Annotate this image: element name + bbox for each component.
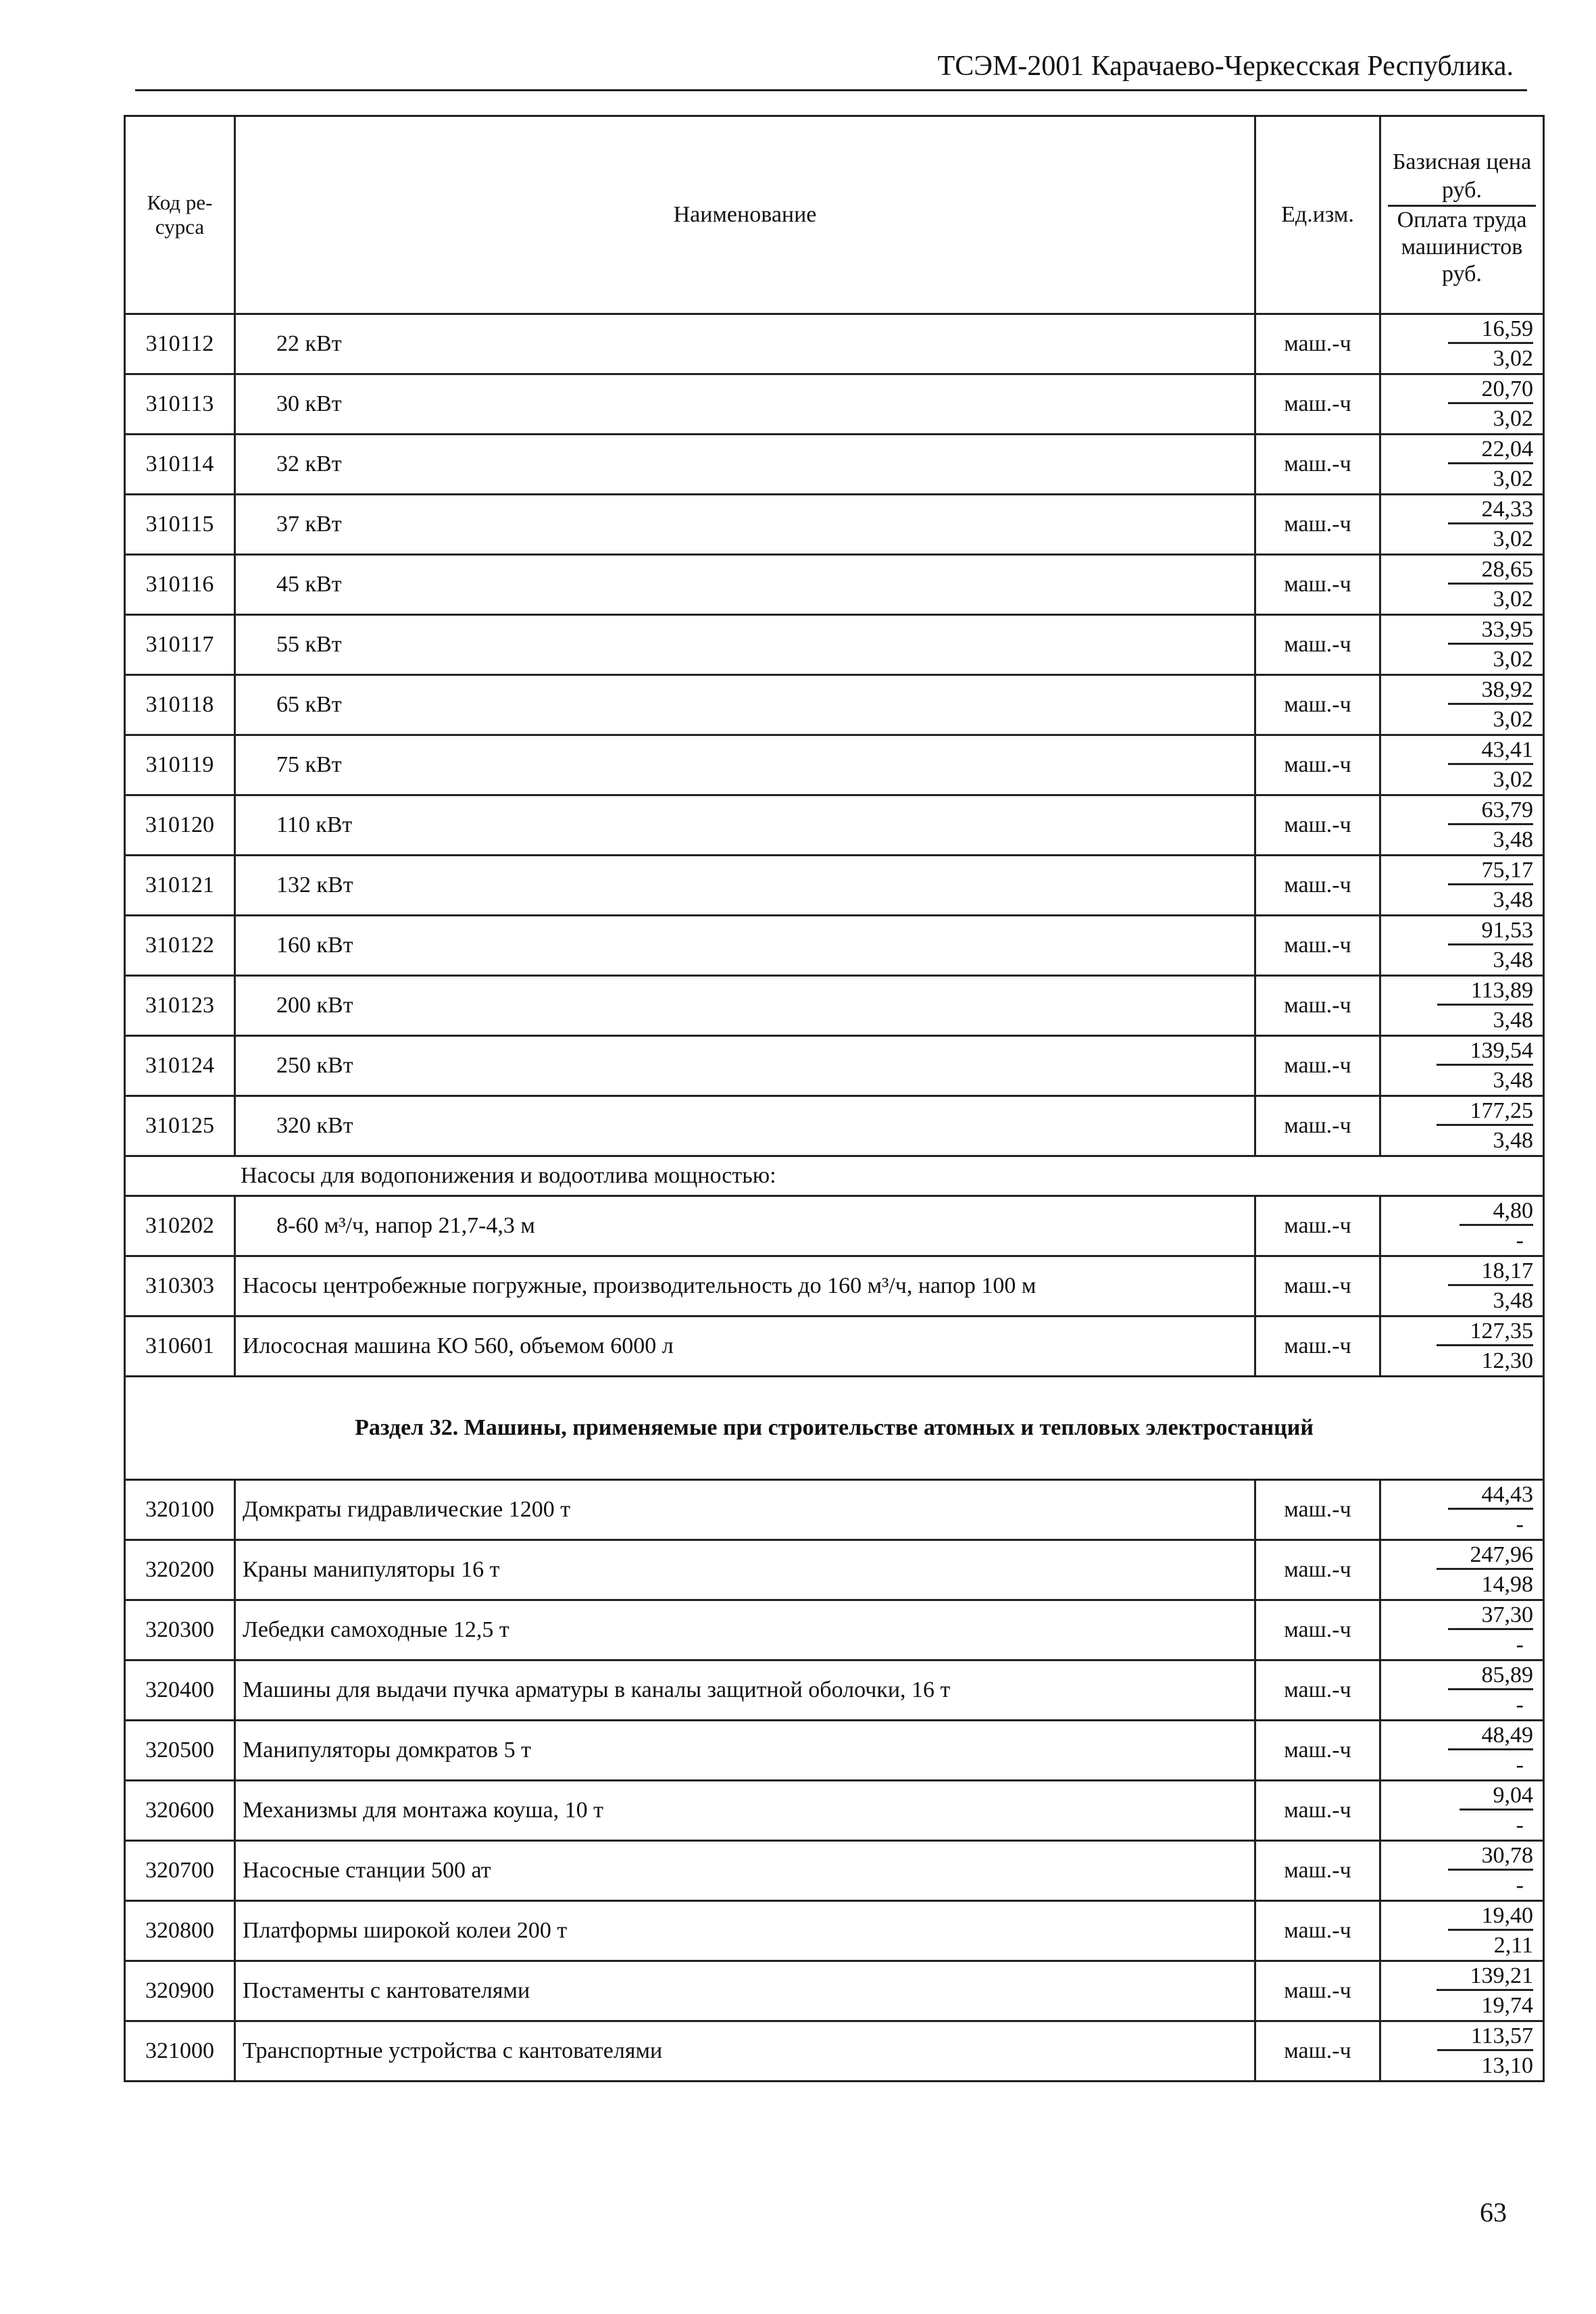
resource-code: 320700 xyxy=(125,1841,235,1901)
section-row xyxy=(125,1377,1544,1480)
unit: маш.-ч xyxy=(1255,1841,1380,1901)
labor-cost: - xyxy=(1516,1873,1524,1898)
resource-code: 310122 xyxy=(125,916,235,976)
base-price: 28,65 xyxy=(1448,557,1534,585)
unit: маш.-ч xyxy=(1255,555,1380,615)
table-row xyxy=(125,1540,1544,1600)
table-row xyxy=(125,1480,1544,1540)
price-cell xyxy=(1380,916,1544,976)
resource-code: 310123 xyxy=(125,976,235,1036)
labor-cost: - xyxy=(1516,1692,1524,1717)
resource-name: 8-60 м³/ч, напор 21,7-4,3 м xyxy=(235,1196,1255,1256)
resource-name: 55 кВт xyxy=(235,615,1255,675)
price-cell xyxy=(1380,435,1544,495)
section-title: Раздел 32. Машины, применяемые при строительстве атомных и тепловых электростанций xyxy=(125,1377,1544,1480)
resource-code: 320200 xyxy=(125,1540,235,1600)
column-header-price-bottom: Оплата труда машинистов руб. xyxy=(1388,205,1536,288)
table-row xyxy=(125,795,1544,856)
table-row xyxy=(125,1961,1544,2021)
labor-cost: 3,02 xyxy=(1493,346,1533,371)
price-cell xyxy=(1380,314,1544,374)
resource-name: Краны манипуляторы 16 т xyxy=(235,1540,1255,1600)
unit: маш.-ч xyxy=(1255,856,1380,916)
table-row xyxy=(125,615,1544,675)
table-row xyxy=(125,1721,1544,1781)
unit: маш.-ч xyxy=(1255,1721,1380,1781)
base-price: 113,57 xyxy=(1437,2023,1533,2051)
resource-name: Лебедки самоходные 12,5 т xyxy=(235,1600,1255,1660)
resource-code: 310601 xyxy=(125,1316,235,1377)
base-price: 63,79 xyxy=(1448,797,1534,825)
resource-code: 310120 xyxy=(125,795,235,856)
resource-name: 65 кВт xyxy=(235,675,1255,735)
labor-cost: 13,10 xyxy=(1481,2053,1533,2078)
resource-code: 310115 xyxy=(125,495,235,555)
price-cell xyxy=(1380,2021,1544,2082)
table-row xyxy=(125,1036,1544,1096)
labor-cost: 3,48 xyxy=(1493,1068,1533,1093)
price-cell xyxy=(1380,1256,1544,1316)
labor-cost: 3,48 xyxy=(1493,1128,1533,1153)
resource-name: 160 кВт xyxy=(235,916,1255,976)
unit: маш.-ч xyxy=(1255,314,1380,374)
column-header-unit: Ед.изм. xyxy=(1255,116,1380,314)
labor-cost: 19,74 xyxy=(1481,1993,1533,2018)
table-row xyxy=(125,856,1544,916)
price-cell xyxy=(1380,976,1544,1036)
resource-code: 320800 xyxy=(125,1901,235,1961)
labor-cost: - xyxy=(1516,1228,1524,1253)
resource-name: Платформы широкой колеи 200 т xyxy=(235,1901,1255,1961)
resource-code: 310202 xyxy=(125,1196,235,1256)
labor-cost: 3,02 xyxy=(1493,587,1533,612)
table-row xyxy=(125,374,1544,435)
resource-code: 310125 xyxy=(125,1096,235,1156)
base-price: 43,41 xyxy=(1448,737,1534,765)
unit: маш.-ч xyxy=(1255,1660,1380,1721)
resource-code: 310121 xyxy=(125,856,235,916)
labor-cost: - xyxy=(1516,1813,1524,1838)
resource-code: 320400 xyxy=(125,1660,235,1721)
labor-cost: 3,48 xyxy=(1493,1288,1533,1313)
table-row xyxy=(125,1901,1544,1961)
unit: маш.-ч xyxy=(1255,1036,1380,1096)
price-cell xyxy=(1380,555,1544,615)
base-price: 113,89 xyxy=(1437,978,1533,1006)
resource-code: 320500 xyxy=(125,1721,235,1781)
unit: маш.-ч xyxy=(1255,374,1380,435)
base-price: 139,21 xyxy=(1437,1963,1534,1991)
unit: маш.-ч xyxy=(1255,1540,1380,1600)
resource-name: 37 кВт xyxy=(235,495,1255,555)
price-table xyxy=(124,115,1545,2082)
price-cell xyxy=(1380,1540,1544,1600)
resource-name: Постаменты с кантователями xyxy=(235,1961,1255,2021)
labor-cost: 12,30 xyxy=(1481,1348,1533,1373)
labor-cost: 2,11 xyxy=(1493,1933,1533,1958)
base-price: 85,89 xyxy=(1448,1663,1534,1690)
table-row xyxy=(125,675,1544,735)
resource-name: Транспортные устройства с кантователями xyxy=(235,2021,1255,2082)
price-cell xyxy=(1380,675,1544,735)
base-price: 16,59 xyxy=(1448,316,1534,344)
unit: маш.-ч xyxy=(1255,1256,1380,1316)
base-price: 9,04 xyxy=(1460,1783,1534,1811)
page-number: 63 xyxy=(1480,2197,1507,2227)
resource-name: Насосы центробежные погружные, производительность до 160 м³/ч, напор 100 м xyxy=(235,1256,1255,1316)
unit: маш.-ч xyxy=(1255,675,1380,735)
base-price: 22,04 xyxy=(1448,437,1534,464)
unit: маш.-ч xyxy=(1255,495,1380,555)
resource-code: 310117 xyxy=(125,615,235,675)
resource-name: 30 кВт xyxy=(235,374,1255,435)
unit: маш.-ч xyxy=(1255,976,1380,1036)
table-row xyxy=(125,435,1544,495)
price-cell xyxy=(1380,1660,1544,1721)
unit: маш.-ч xyxy=(1255,916,1380,976)
table-row xyxy=(125,1316,1544,1377)
labor-cost: 3,48 xyxy=(1493,827,1533,852)
resource-code: 310116 xyxy=(125,555,235,615)
price-cell xyxy=(1380,1781,1544,1841)
price-cell xyxy=(1380,1196,1544,1256)
labor-cost: 3,48 xyxy=(1493,887,1533,912)
resource-name: Домкраты гидравлические 1200 т xyxy=(235,1480,1255,1540)
resource-name: 32 кВт xyxy=(235,435,1255,495)
price-cell xyxy=(1380,856,1544,916)
resource-name: 200 кВт xyxy=(235,976,1255,1036)
labor-cost: 3,02 xyxy=(1493,406,1533,431)
table-row xyxy=(125,735,1544,795)
resource-name: Манипуляторы домкратов 5 т xyxy=(235,1721,1255,1781)
base-price: 177,25 xyxy=(1437,1098,1534,1126)
resource-code: 310119 xyxy=(125,735,235,795)
table-row xyxy=(125,314,1544,374)
table-header-row xyxy=(125,116,1544,314)
resource-name: 75 кВт xyxy=(235,735,1255,795)
resource-name: Механизмы для монтажа коуша, 10 т xyxy=(235,1781,1255,1841)
price-cell xyxy=(1380,1721,1544,1781)
table-row xyxy=(125,2021,1544,2082)
unit: маш.-ч xyxy=(1255,615,1380,675)
table-row xyxy=(125,916,1544,976)
price-cell xyxy=(1380,735,1544,795)
labor-cost: - xyxy=(1516,1752,1524,1777)
resource-code: 310118 xyxy=(125,675,235,735)
resource-name: 45 кВт xyxy=(235,555,1255,615)
unit: маш.-ч xyxy=(1255,1480,1380,1540)
labor-cost: 3,02 xyxy=(1493,647,1533,672)
unit: маш.-ч xyxy=(1255,1781,1380,1841)
resource-code: 320600 xyxy=(125,1781,235,1841)
labor-cost: 3,02 xyxy=(1493,707,1533,732)
price-cell xyxy=(1380,615,1544,675)
base-price: 4,80 xyxy=(1460,1198,1534,1226)
base-price: 75,17 xyxy=(1448,858,1534,885)
base-price: 91,53 xyxy=(1448,918,1534,945)
resource-code: 310112 xyxy=(125,314,235,374)
page-header-title: ТСЭМ-2001 Карачаево-Черкесская Республика. xyxy=(937,51,1514,82)
price-cell xyxy=(1380,1841,1544,1901)
base-price: 139,54 xyxy=(1437,1038,1534,1066)
base-price: 20,70 xyxy=(1448,376,1534,404)
resource-name: 22 кВт xyxy=(235,314,1255,374)
price-cell xyxy=(1380,495,1544,555)
column-header-code: Код ре-сурса xyxy=(125,116,235,314)
resource-name: 250 кВт xyxy=(235,1036,1255,1096)
price-cell xyxy=(1380,1036,1544,1096)
base-price: 18,17 xyxy=(1448,1258,1534,1286)
resource-code: 320900 xyxy=(125,1961,235,2021)
resource-code: 310124 xyxy=(125,1036,235,1096)
table-row xyxy=(125,1600,1544,1660)
unit: маш.-ч xyxy=(1255,1196,1380,1256)
resource-name: 132 кВт xyxy=(235,856,1255,916)
resource-code: 321000 xyxy=(125,2021,235,2082)
price-cell xyxy=(1380,1096,1544,1156)
base-price: 24,33 xyxy=(1448,497,1534,524)
table-row xyxy=(125,1781,1544,1841)
table-row xyxy=(125,1660,1544,1721)
group-label: Насосы для водопонижения и водоотлива мощностью: xyxy=(125,1156,1544,1196)
unit: маш.-ч xyxy=(1255,2021,1380,2082)
price-cell xyxy=(1380,795,1544,856)
base-price: 33,95 xyxy=(1448,617,1534,645)
price-cell xyxy=(1380,374,1544,435)
resource-code: 320300 xyxy=(125,1600,235,1660)
base-price: 44,43 xyxy=(1448,1482,1534,1510)
page-header xyxy=(135,42,1527,91)
base-price: 37,30 xyxy=(1448,1602,1534,1630)
table-row xyxy=(125,1256,1544,1316)
price-cell xyxy=(1380,1600,1544,1660)
base-price: 127,35 xyxy=(1437,1319,1534,1346)
unit: маш.-ч xyxy=(1255,1961,1380,2021)
table-row xyxy=(125,555,1544,615)
unit: маш.-ч xyxy=(1255,1901,1380,1961)
resource-code: 310303 xyxy=(125,1256,235,1316)
resource-name: Илососная машина КО 560, объемом 6000 л xyxy=(235,1316,1255,1377)
base-price: 38,92 xyxy=(1448,677,1534,705)
base-price: 48,49 xyxy=(1448,1723,1534,1750)
base-price: 247,96 xyxy=(1437,1542,1534,1570)
table-row xyxy=(125,1196,1544,1256)
unit: маш.-ч xyxy=(1255,735,1380,795)
price-cell xyxy=(1380,1480,1544,1540)
column-header-price-top: Базисная цена руб. xyxy=(1392,149,1532,203)
column-header-name: Наименование xyxy=(235,116,1255,314)
labor-cost: - xyxy=(1516,1512,1524,1537)
group-row xyxy=(125,1156,1544,1196)
price-cell xyxy=(1380,1961,1544,2021)
base-price: 19,40 xyxy=(1448,1903,1534,1931)
resource-code: 310113 xyxy=(125,374,235,435)
unit: маш.-ч xyxy=(1255,795,1380,856)
resource-name: Насосные станции 500 ат xyxy=(235,1841,1255,1901)
table-row xyxy=(125,1096,1544,1156)
labor-cost: 3,48 xyxy=(1493,947,1533,973)
labor-cost: 3,02 xyxy=(1493,767,1533,792)
labor-cost: 3,02 xyxy=(1493,526,1533,551)
price-cell xyxy=(1380,1901,1544,1961)
resource-code: 320100 xyxy=(125,1480,235,1540)
labor-cost: 14,98 xyxy=(1481,1572,1533,1597)
labor-cost: 3,48 xyxy=(1493,1008,1533,1033)
labor-cost: - xyxy=(1516,1632,1524,1657)
base-price: 30,78 xyxy=(1448,1843,1534,1871)
resource-name: Машины для выдачи пучка арматуры в каналы защитной оболочки, 16 т xyxy=(235,1660,1255,1721)
column-header-price xyxy=(1380,116,1544,314)
unit: маш.-ч xyxy=(1255,1600,1380,1660)
table-row xyxy=(125,1841,1544,1901)
resource-code: 310114 xyxy=(125,435,235,495)
unit: маш.-ч xyxy=(1255,435,1380,495)
resource-name: 110 кВт xyxy=(235,795,1255,856)
unit: маш.-ч xyxy=(1255,1316,1380,1377)
price-cell xyxy=(1380,1316,1544,1377)
unit: маш.-ч xyxy=(1255,1096,1380,1156)
table-row xyxy=(125,495,1544,555)
labor-cost: 3,02 xyxy=(1493,466,1533,491)
resource-name: 320 кВт xyxy=(235,1096,1255,1156)
table-row xyxy=(125,976,1544,1036)
